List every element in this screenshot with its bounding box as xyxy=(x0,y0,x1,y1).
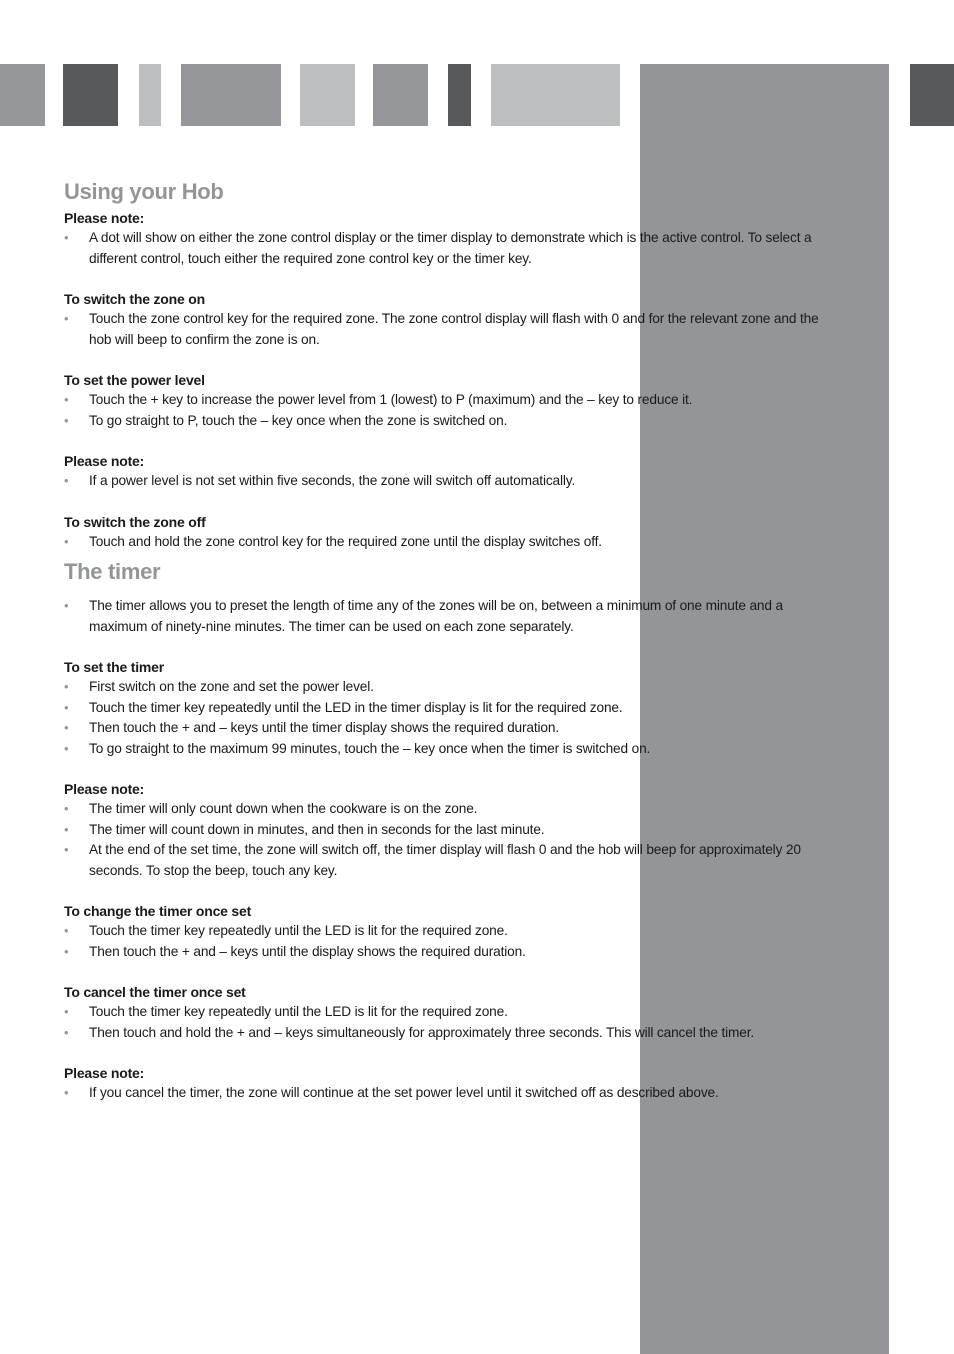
list-item: • Then touch and hold the + and – keys simultaneously for approximately three seconds. This will cancel the timer. xyxy=(64,1023,826,1044)
switch-zone-on-block xyxy=(64,289,826,350)
bullet-list xyxy=(64,921,826,962)
list-item: • Touch the timer key repeatedly until the LED is lit for the required zone. xyxy=(64,921,826,942)
list-item: • If you cancel the timer, the zone will continue at the set power level until it switched off as described above. xyxy=(64,1083,826,1104)
cancel-timer-block xyxy=(64,982,826,1043)
list-item: • Touch the timer key repeatedly until the LED in the timer display is lit for the required zone. xyxy=(64,698,826,719)
block-title: To set the timer xyxy=(64,659,165,675)
header-block-5 xyxy=(300,64,355,126)
list-item: • A dot will show on either the zone control display or the timer display to demonstrate which is the active control. To select a different control, touch either the required zone control key or the timer key. xyxy=(64,228,826,269)
bullet-list xyxy=(64,532,826,553)
block-title: Please note: xyxy=(64,210,145,226)
list-item: • The timer will count down in minutes, and then in seconds for the last minute. xyxy=(64,820,826,841)
list-item: • Touch the timer key repeatedly until the LED is lit for the required zone. xyxy=(64,1002,826,1023)
note-block xyxy=(64,451,826,492)
block-title: To switch the zone off xyxy=(64,513,206,530)
header-block-8 xyxy=(491,64,620,126)
list-item: • To go straight to P, touch the – key once when the zone is switched on. xyxy=(64,411,826,432)
block-title: Please note: xyxy=(64,781,145,797)
list-item: • At the end of the set time, the zone will switch off, the timer display will flash 0 and the hob will beep for approximately 20 seconds. To stop the beep, touch any key. xyxy=(64,840,826,881)
list-item: • Touch the + key to increase the power level from 1 (lowest) to P (maximum) and the – key to reduce it. xyxy=(64,390,826,411)
section-heading-using-your-hob: Using your Hob xyxy=(64,179,224,204)
change-timer-block xyxy=(64,901,826,962)
bullet-list xyxy=(64,228,826,269)
block-title: To set the power level xyxy=(64,372,205,388)
block-title: To change the timer once set xyxy=(64,903,252,919)
page-content xyxy=(64,176,826,1124)
list-item: • Touch the zone control key for the required zone. The zone control display will flash with 0 and for the relevant zone and the hob will beep to confirm the zone is on. xyxy=(64,309,826,350)
header-block-7 xyxy=(448,64,471,126)
bullet-list xyxy=(64,1002,826,1043)
list-item: • To go straight to the maximum 99 minutes, touch the – key once when the timer is switched on. xyxy=(64,739,826,760)
bullet-list xyxy=(64,677,826,759)
header-block-1 xyxy=(0,64,45,126)
bullet-list xyxy=(64,309,826,350)
note-block xyxy=(64,779,826,881)
list-item: • Then touch the + and – keys until the display shows the required duration. xyxy=(64,942,826,963)
note-block xyxy=(64,1063,826,1104)
note-block xyxy=(64,208,826,269)
switch-zone-off-block xyxy=(64,512,826,553)
header-block-3 xyxy=(139,64,161,126)
set-timer-block xyxy=(64,657,826,759)
section-heading-the-timer: The timer xyxy=(64,559,161,584)
header-block-4 xyxy=(181,64,281,126)
block-title: To cancel the timer once set xyxy=(64,984,246,1000)
list-item: • Touch and hold the zone control key for the required zone until the display switches off. xyxy=(64,532,826,553)
timer-intro-block xyxy=(64,596,826,637)
bullet-list xyxy=(64,596,826,637)
list-item: • Then touch the + and – keys until the timer display shows the required duration. xyxy=(64,718,826,739)
header-block-2 xyxy=(63,64,118,126)
set-power-level-block xyxy=(64,370,826,431)
block-title: Please note: xyxy=(64,1065,145,1081)
header-block-6 xyxy=(373,64,428,126)
bullet-list xyxy=(64,1083,826,1104)
block-title: Please note: xyxy=(64,453,145,469)
list-item: • The timer allows you to preset the length of time any of the zones will be on, between a minimum of one minute and a maximum of ninety-nine minutes. The timer can be used on each zone separately. xyxy=(64,596,826,637)
block-title: To switch the zone on xyxy=(64,291,205,307)
bullet-list xyxy=(64,799,826,881)
header-block-10 xyxy=(910,64,954,126)
bullet-list xyxy=(64,471,826,492)
bullet-list xyxy=(64,390,826,431)
list-item: • If a power level is not set within five seconds, the zone will switch off automatically. xyxy=(64,471,826,492)
list-item: • The timer will only count down when the cookware is on the zone. xyxy=(64,799,826,820)
list-item: • First switch on the zone and set the power level. xyxy=(64,677,826,698)
